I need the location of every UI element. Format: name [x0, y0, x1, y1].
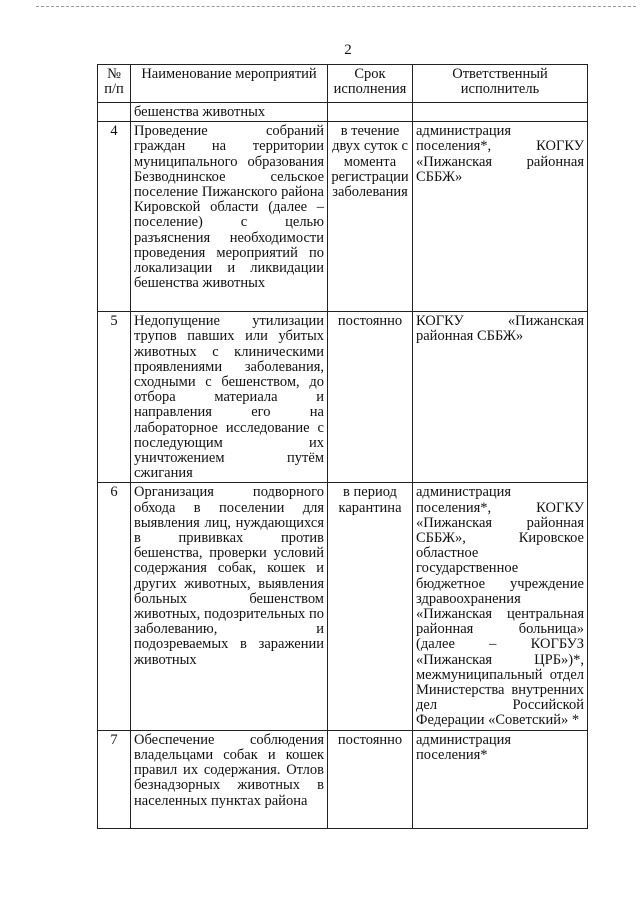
table-row: [98, 122, 588, 312]
continuation-row: [98, 103, 588, 122]
table-row: [98, 483, 588, 730]
cell-num: 7: [98, 730, 131, 828]
cell-num: 5: [98, 312, 131, 483]
cell-term: в течение двух суток с момента регистрации заболевания: [328, 122, 413, 312]
header-term: Срок исполнения: [328, 65, 413, 103]
cell-name: Проведение собраний граждан на территории муниципального образования Безводнинское сельское поселение Пижанского района Кировской области (далее – поселение) с целью разъяснения необходимости проведения мероприятий по локализации и ликвидации бешенства животных: [131, 122, 328, 312]
cell-num: 6: [98, 483, 131, 730]
top-rule: [36, 6, 636, 7]
cell-name: Недопущение утилизации трупов павших или убитых животных с клиническими проявлениями заболевания, сходными с бешенством, до отбора материала и направления его на лабораторное исследование с последующим их уничтожением путём сжигания: [131, 312, 328, 483]
cell-num: [98, 103, 131, 122]
cell-term: постоянно: [328, 312, 413, 483]
cell-responsible: администрация поселения*, КОГКУ «Пижанская районная СББЖ», Кировское областное государственное бюджетное учреждение здравоохранения «Пижанская центральная районная больница» (далее – КОГБУЗ «Пижанская ЦРБ»)*, межмуниципальный отдел Министерства внутренних дел Российской Федерации «Советский» *: [413, 483, 588, 730]
table-row: [98, 312, 588, 483]
cell-responsible: администрация поселения*, КОГКУ «Пижанская районная СББЖ»: [413, 122, 588, 312]
header-num: № п/п: [98, 65, 131, 103]
cell-name: бешенства животных: [131, 103, 328, 122]
header-name: Наименование мероприятий: [131, 65, 328, 103]
cell-term: в период карантина: [328, 483, 413, 730]
cell-responsible: [413, 103, 588, 122]
cell-responsible: КОГКУ «Пижанская районная СББЖ»: [413, 312, 588, 483]
cell-responsible: администрация поселения*: [413, 730, 588, 828]
measures-table: [97, 64, 588, 829]
cell-name: Организация подворного обхода в поселении для выявления лиц, нуждающихся в прививках против бешенства, проверки условий содержания собак, кошек и других животных, выявления больных бешенством животных, подозрительных по заболеванию, и подозреваемых в заражении животных: [131, 483, 328, 730]
cell-num: 4: [98, 122, 131, 312]
cell-term: [328, 103, 413, 122]
table-header-row: [98, 65, 588, 103]
cell-name: Обеспечение соблюдения владельцами собак и кошек правил их содержания. Отлов безнадзорных животных в населенных пунктах района: [131, 730, 328, 828]
header-responsible: Ответственный исполнитель: [413, 65, 588, 103]
table-row: [98, 730, 588, 828]
cell-term: постоянно: [328, 730, 413, 828]
page-number: 2: [344, 42, 352, 58]
